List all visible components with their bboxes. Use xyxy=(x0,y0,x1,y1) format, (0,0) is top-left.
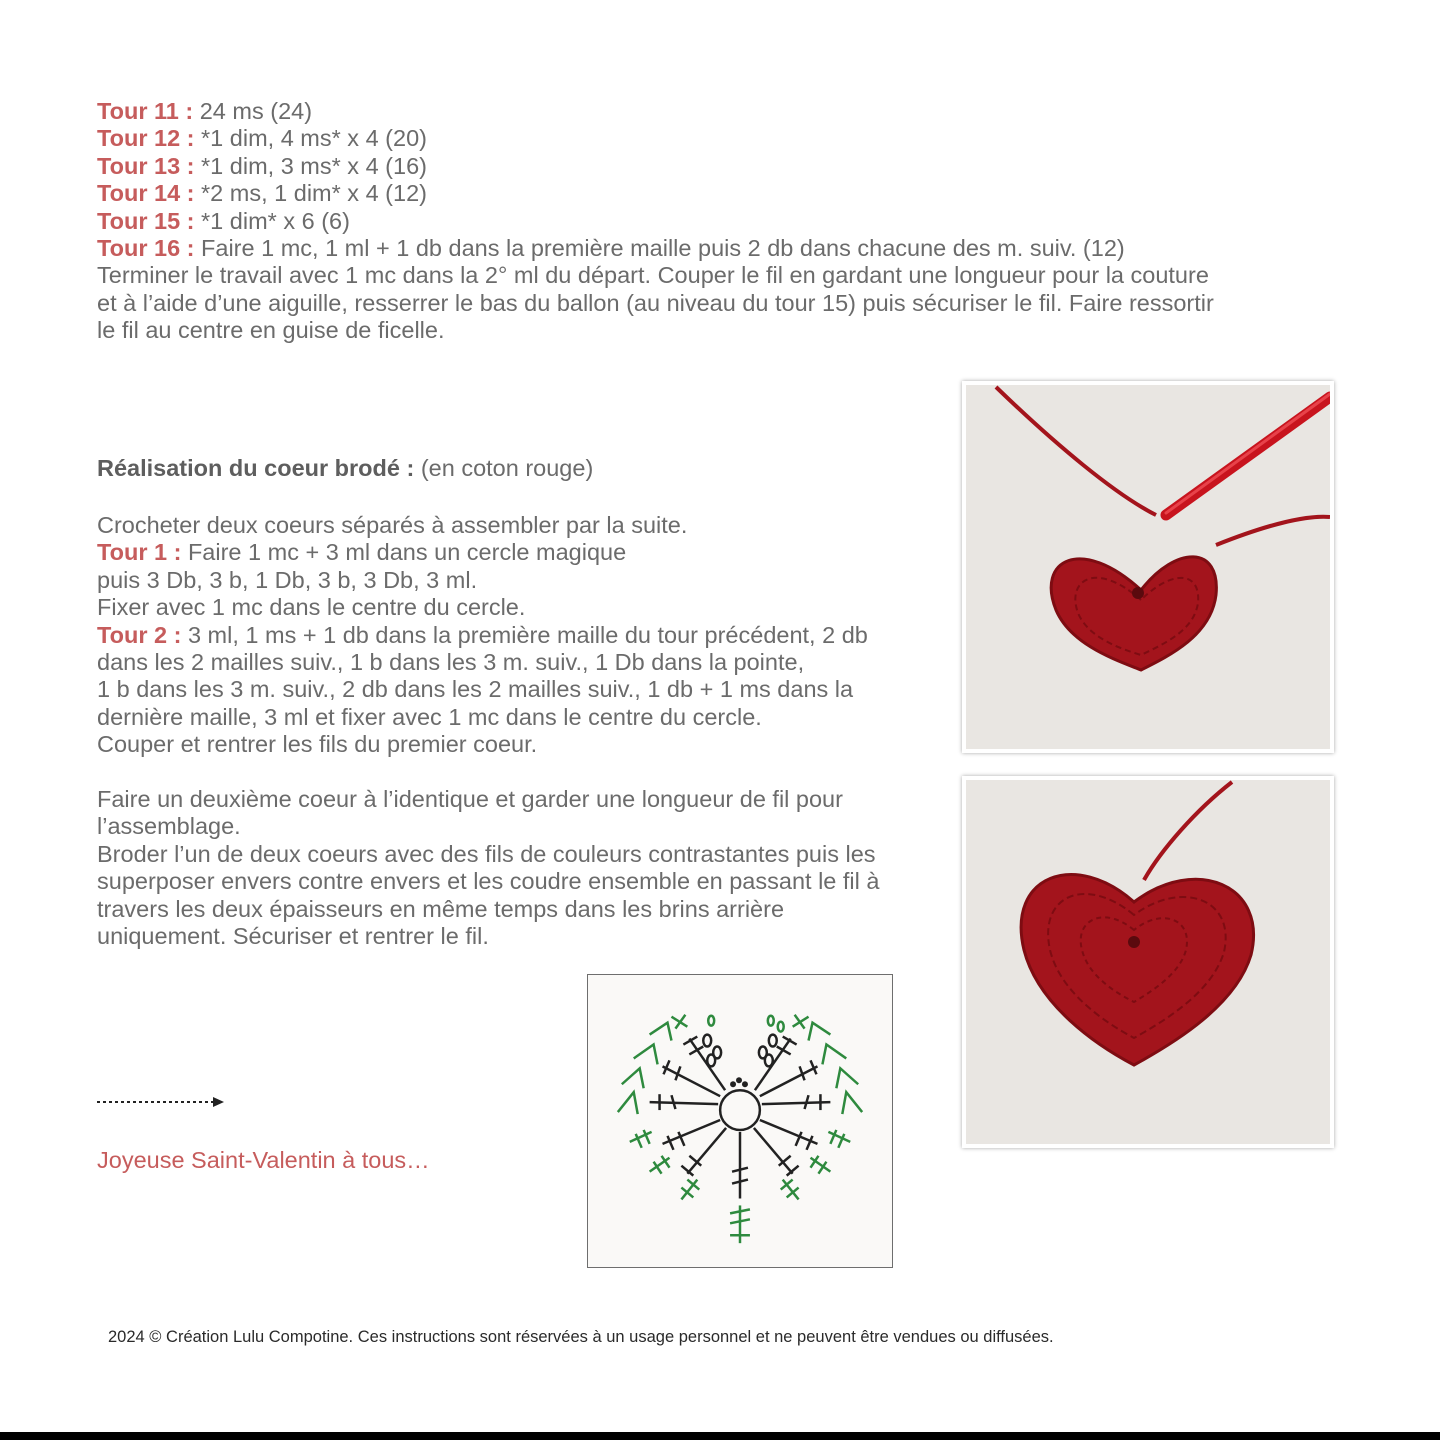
instruction-line: dernière maille, 3 ml et fixer avec 1 mc dans le centre du cercle. xyxy=(97,703,762,730)
round-text: *1 dim, 3 ms* x 4 (16) xyxy=(194,152,427,179)
section-subtitle: (en coton rouge) xyxy=(414,455,594,481)
finish-line: et à l’aide d’une aiguille, resserrer le bas du ballon (au niveau du tour 15) puis sécuriser le fil. Faire ressortir xyxy=(97,289,1214,316)
heart-instructions xyxy=(97,512,868,759)
round-line xyxy=(97,208,1214,235)
copyright-footer: 2024 © Création Lulu Compotine. Ces instructions sont réservées à un usage personnel et ne peuvent être vendues ou diffusées. xyxy=(108,1328,1054,1346)
round-line xyxy=(97,98,1214,125)
round-line xyxy=(97,622,868,649)
bottom-border xyxy=(0,1432,1440,1440)
round-text: 3 ml, 1 ms + 1 db dans la première maille du tour précédent, 2 db xyxy=(181,621,868,648)
instruction-line: l’assemblage. xyxy=(97,813,241,840)
round-text: *1 dim, 4 ms* x 4 (20) xyxy=(194,125,427,152)
heart-with-hook-image xyxy=(966,385,1330,749)
instruction-line: dans les 2 mailles suiv., 1 b dans les 3 m. suiv., 1 Db dans la pointe, xyxy=(97,649,805,676)
round-text: *2 ms, 1 dim* x 4 (12) xyxy=(194,180,427,207)
instruction-line: 1 b dans les 3 m. suiv., 2 db dans les 2 mailles suiv., 1 db + 1 ms dans la xyxy=(97,676,854,703)
instruction-line: uniquement. Sécuriser et rentrer le fil. xyxy=(97,923,489,950)
instruction-line: Fixer avec 1 mc dans le centre du cercle. xyxy=(97,594,526,621)
finish-line: le fil au centre en guise de ficelle. xyxy=(97,317,445,344)
round-line xyxy=(97,153,1214,180)
finish-line: Terminer le travail avec 1 mc dans la 2° ml du départ. Couper le fil en gardant une longueur pour la couture xyxy=(97,262,1209,289)
round-label: Tour 2 : xyxy=(97,621,182,648)
round-label: Tour 14 : xyxy=(97,180,195,207)
round-label: Tour 11 : xyxy=(97,98,194,124)
rounds-top xyxy=(97,98,1214,345)
greeting-text: Joyeuse Saint-Valentin à tous… xyxy=(97,1147,430,1173)
section-heading xyxy=(97,455,593,482)
instruction-line: Broder l’un de deux coeurs avec des fils de couleurs contrastantes puis les xyxy=(97,840,876,867)
finished-heart-image xyxy=(966,780,1330,1144)
assembly-instructions xyxy=(97,786,879,950)
round-text: 24 ms (24) xyxy=(193,98,313,124)
dotted-arrow-icon xyxy=(97,1094,225,1110)
round-label: Tour 16 : xyxy=(97,235,195,262)
round-text: Faire 1 mc + 3 ml dans un cercle magique xyxy=(181,539,627,566)
section-title: Réalisation du coeur brodé : xyxy=(97,455,415,481)
instruction-line: puis 3 Db, 3 b, 1 Db, 3 b, 3 Db, 3 ml. xyxy=(97,566,478,593)
round-label: Tour 1 : xyxy=(97,539,182,566)
round-label: Tour 13 : xyxy=(97,152,195,179)
round-line xyxy=(97,539,868,566)
crochet-heart-photo-finished xyxy=(962,776,1334,1148)
instruction-line: Faire un deuxième coeur à l’identique et garder une longueur de fil pour xyxy=(97,786,843,812)
round-label: Tour 12 : xyxy=(97,125,195,152)
instruction-line: travers les deux épaisseurs en même temps dans les brins arrière xyxy=(97,895,785,922)
round-label: Tour 15 : xyxy=(97,207,195,234)
round-line xyxy=(97,180,1214,207)
round-text: *1 dim* x 6 (6) xyxy=(194,207,350,234)
instruction-line: Couper et rentrer les fils du premier coeur. xyxy=(97,731,538,758)
round-line xyxy=(97,125,1214,152)
round-text: Faire 1 mc, 1 ml + 1 db dans la première maille puis 2 db dans chacune des m. suiv. (12) xyxy=(194,235,1125,262)
round-line xyxy=(97,235,1214,262)
heart-stitch-chart xyxy=(588,975,892,1267)
heart-intro: Crocheter deux coeurs séparés à assembler par la suite. xyxy=(97,512,688,538)
crochet-heart-photo-with-hook xyxy=(962,381,1334,753)
instruction-line: superposer envers contre envers et les coudre ensemble en passant le fil à xyxy=(97,868,880,895)
crochet-chart-diagram xyxy=(587,974,893,1268)
